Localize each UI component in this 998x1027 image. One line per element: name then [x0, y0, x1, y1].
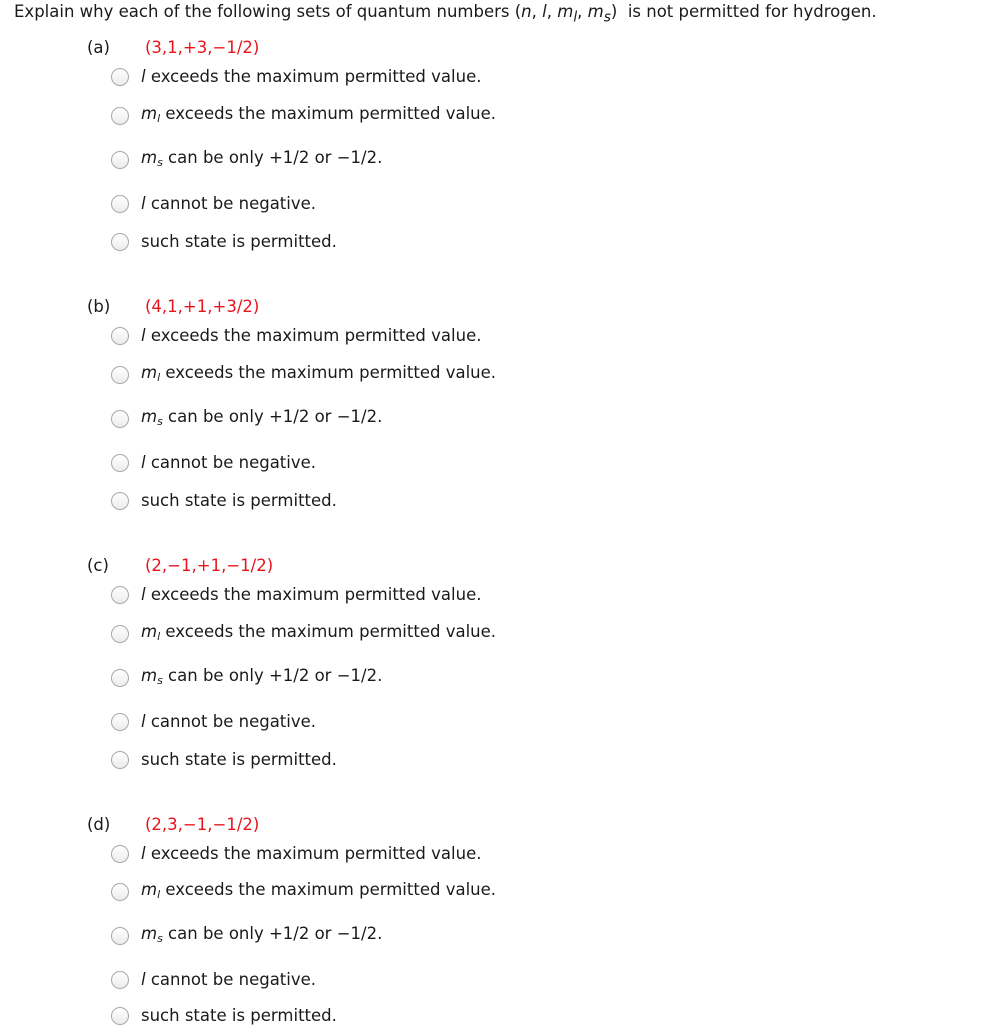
option-permitted[interactable]: such state is permitted. [111, 749, 337, 771]
option-l-negative[interactable]: l cannot be negative. [111, 193, 316, 215]
radio-button[interactable] [111, 233, 129, 251]
option-l-negative[interactable]: l cannot be negative. [111, 452, 316, 474]
option-permitted[interactable]: such state is permitted. [111, 1005, 337, 1027]
option-permitted[interactable]: such state is permitted. [111, 490, 337, 512]
option-ml-exceeds[interactable]: $m_l$ exceeds the maximum permitted value. [111, 364, 496, 386]
quantum-set: (2,3,−1,−1/2) [145, 815, 260, 834]
option-l-exceeds[interactable]: l exceeds the maximum permitted value. [111, 325, 481, 347]
radio-button[interactable] [111, 625, 129, 643]
part-heading [87, 815, 259, 835]
option-ms-only[interactable]: $m_s$ can be only +1/2 or −1/2. [111, 408, 382, 430]
part-letter: (c) [87, 556, 109, 575]
option-ms-only[interactable]: $m_s$ can be only +1/2 or −1/2. [111, 667, 382, 689]
option-l-negative[interactable]: l cannot be negative. [111, 711, 316, 733]
radio-button[interactable] [111, 492, 129, 510]
option-ml-exceeds[interactable]: $m_l$ exceeds the maximum permitted value. [111, 881, 496, 903]
option-ms-only[interactable]: $m_s$ can be only +1/2 or −1/2. [111, 149, 382, 171]
option-l-negative[interactable]: l cannot be negative. [111, 969, 316, 991]
part-letter: (d) [87, 815, 111, 834]
radio-button[interactable] [111, 151, 129, 169]
option-permitted[interactable]: such state is permitted. [111, 231, 337, 253]
option-l-exceeds[interactable]: l exceeds the maximum permitted value. [111, 66, 481, 88]
radio-button[interactable] [111, 713, 129, 731]
option-ml-exceeds[interactable]: $m_l$ exceeds the maximum permitted value. [111, 623, 496, 645]
radio-button[interactable] [111, 845, 129, 863]
question-prompt: Explain why each of the following sets of quantum numbers (n, l, $m_l$, $m_s$) is not permitted for hydrogen. [14, 2, 877, 26]
quantum-set: (4,1,+1,+3/2) [145, 297, 260, 316]
part-heading [87, 556, 273, 576]
radio-button[interactable] [111, 107, 129, 125]
part-letter: (b) [87, 297, 111, 316]
radio-button[interactable] [111, 195, 129, 213]
part-heading [87, 38, 259, 58]
radio-button[interactable] [111, 366, 129, 384]
option-l-exceeds[interactable]: l exceeds the maximum permitted value. [111, 584, 481, 606]
radio-button[interactable] [111, 927, 129, 945]
radio-button[interactable] [111, 971, 129, 989]
part-heading [87, 297, 259, 317]
option-ms-only[interactable]: $m_s$ can be only +1/2 or −1/2. [111, 925, 382, 947]
radio-button[interactable] [111, 751, 129, 769]
option-l-exceeds[interactable]: l exceeds the maximum permitted value. [111, 843, 481, 865]
radio-button[interactable] [111, 1007, 129, 1025]
radio-button[interactable] [111, 586, 129, 604]
radio-button[interactable] [111, 669, 129, 687]
part-letter: (a) [87, 38, 110, 57]
quantum-set: (3,1,+3,−1/2) [145, 38, 260, 57]
radio-button[interactable] [111, 327, 129, 345]
radio-button[interactable] [111, 410, 129, 428]
radio-button[interactable] [111, 68, 129, 86]
radio-button[interactable] [111, 454, 129, 472]
option-ml-exceeds[interactable]: $m_l$ exceeds the maximum permitted value. [111, 105, 496, 127]
radio-button[interactable] [111, 883, 129, 901]
quantum-set: (2,−1,+1,−1/2) [145, 556, 274, 575]
